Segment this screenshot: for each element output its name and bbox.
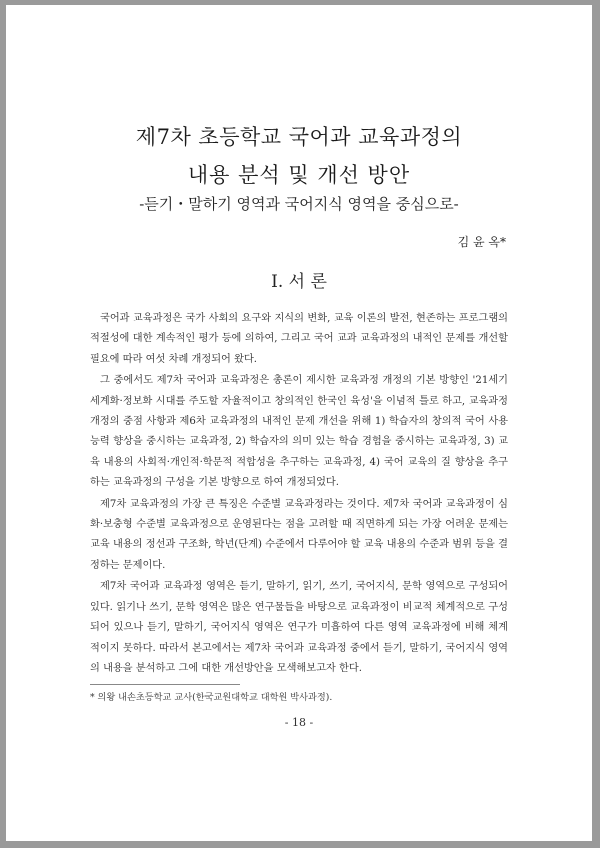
section-heading: Ⅰ. 서 론: [271, 272, 327, 292]
paragraph-1: 국어과 교육과정은 국가 사회의 요구와 지식의 변화, 교육 이론의 발전, 현존하는 프로그램의 적절성에 대한 계속적인 평가 등에 의하여, 그리고 국어 교과 교육과정의 내적인 문제를 개선할 필요에 따라 여섯 차례 개정되어 왔다.: [90, 313, 508, 365]
paragraph-2: 그 중에서도 제7차 국어과 교육과정은 총론이 제시한 교육과정 개정의 기본 방향인 '21세기 세계화·정보화 시대를 주도할 자율적이고 창의적인 한국인 육성'을 이념적 틀로 하고, 교육과정 개정의 중점 사항과 제6차 교육과정의 내적인 문제 개선을 위해 1) 학습자의 창의적 국어 사용 능력 향상을 중시하는 교육과정, 2) 학습자의 의미 있는 학습 경험을 중시하는 교육과정, 3) 교육 내용의 사회적·개인적·학문적 적합성을 추구하는 교육과정, 4) 국어 교육의 질 향상을 추구하는 교육과정의 구성을 기본 방향으로 하여 개정되었다.: [90, 375, 508, 489]
document-page: [6, 5, 592, 841]
footnote-divider: [90, 684, 240, 685]
subtitle: -듣기・말하기 영역과 국어지식 영역을 중심으로-: [139, 195, 459, 213]
paragraph-4: 제7차 국어과 교육과정 영역은 듣기, 말하기, 읽기, 쓰기, 국어지식, 문학 영역으로 구성되어 있다. 읽기나 쓰기, 문학 영역은 많은 연구물들을 바탕으로 교육과정이 비교적 체계적으로 구성되어 있으나 듣기, 말하기, 국어지식 영역은 연구가 미흡하여 다른 영역 교육과정에 비해 체계적이지 못하다. 따라서 본고에서는 제7차 국어과 교육과정 중에서 듣기, 말하기, 국어지식 영역의 내용을 분석하고 그에 대한 개선방안을 모색해보고자 한다.: [90, 581, 508, 674]
paragraph-3: 제7차 교육과정의 가장 큰 특징은 수준별 교육과정라는 것이다. 제7차 국어과 교육과정이 심화·보충형 수준별 교육과정으로 운영된다는 점을 고려할 때 직면하게 되는 가장 어려운 문제는 교육 내용의 정선과 구조화, 학년(단계) 수준에서 다루어야 할 교육 내용의 수준과 범위 등을 결정하는 문제이다.: [90, 498, 508, 571]
author-name: 김 윤 옥*: [457, 235, 506, 249]
page-number: - 18 -: [284, 716, 314, 729]
title-line-1: 제7차 초등학교 국어과 교육과정의: [135, 125, 463, 149]
body-text: [90, 309, 508, 679]
title-line-2: 내용 분석 및 개선 방안: [187, 163, 411, 187]
footnote: * 의왕 내손초등학교 교사(한국교원대학교 대학원 박사과정).: [90, 692, 333, 703]
